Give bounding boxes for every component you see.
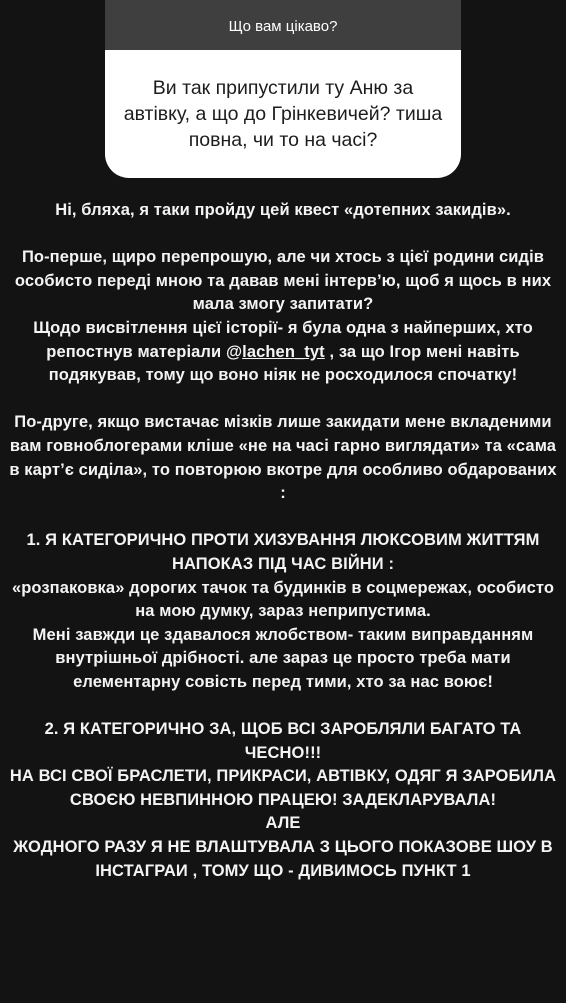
- mention-link[interactable]: lachen_tyt: [242, 342, 325, 361]
- story-point-2: [8, 718, 558, 883]
- question-sticker-header: Що вам цікаво?: [105, 0, 461, 50]
- question-sticker-body: [105, 50, 461, 178]
- story-p1-coverage: [8, 317, 558, 388]
- point1-line-b: «розпаковка» дорогих тачок та будинків в соцмережах, особисто на мою думку, зараз неприпустима.: [11, 578, 555, 621]
- story-point-1: [8, 529, 558, 694]
- question-text: Ви так припустили ту Аню за автівку, а що до Грінкевичей? тиша повна, чи то на часі?: [123, 77, 443, 151]
- story-paragraph-2: По-друге, якщо вистачає мізків лише закидати мене вкладеними вам говноблогерами кліше «не на часі гарно виглядати» та «сама в карт’є сиділа», то повторюю вкотре для особливо обдарованих :: [9, 413, 557, 503]
- point2-line-d: ЖОДНОГО РАЗУ Я НЕ ВЛАШТУВАЛА З ЦЬОГО ПОКАЗОВЕ ШОУ В ІНСТАГРАИ , ТОМУ ЩО - ДИВИМОСЬ ПУНКТ 1: [13, 838, 553, 880]
- point1-heading: 1. Я КАТЕГОРИЧНО ПРОТИ ХИЗУВАННЯ ЛЮКСОВИМ ЖИТТЯМ НАПОКАЗ ПІД ЧАС ВІЙНИ :: [26, 531, 540, 573]
- point2-line-b: НА ВСІ СВОЇ БРАСЛЕТИ, ПРИКРАСИ, АВТІВКУ, ОДЯГ Я ЗАРОБИЛА СВОЄЮ НЕВПИННОЮ ПРАЦЕЮ! ЗАДЕКЛАРУВАЛА!: [9, 767, 557, 809]
- point1-line-c: Мені завжди це здавалося жлобством- таким виправданням внутрішньої дрібності. але зараз це просто треба мати елементарну совість перед тими, хто за нас воює!: [32, 625, 534, 691]
- point2-heading: 2. Я КАТЕГОРИЧНО ЗА, ЩОБ ВСІ ЗАРОБЛЯЛИ БАГАТО ТА ЧЕСНО!!!: [44, 720, 522, 762]
- story-p1-pre: Щодо висвітлення цієї історії- я була одна з найперших, хто репостнув матеріали @: [33, 318, 533, 361]
- story-intro: Ні, бляха, я таки пройду цей квест «дотепних закидів».: [55, 201, 511, 219]
- story-p1-question: По-перше, щиро перепрошую, але чи хтось з цієї родини сидів особисто переді мною та давав мені інтерв’ю, щоб я щось в них мала змогу запитати?: [14, 248, 552, 314]
- point2-line-c: АЛЕ: [265, 814, 301, 833]
- story-paragraph-1: [8, 246, 558, 388]
- story-text-block: [8, 199, 558, 883]
- story-p1-post: , за що Ігор мені навіть подякував, тому що воно ніяк не росходилося спочатку!: [48, 342, 520, 385]
- question-sticker: [105, 0, 461, 178]
